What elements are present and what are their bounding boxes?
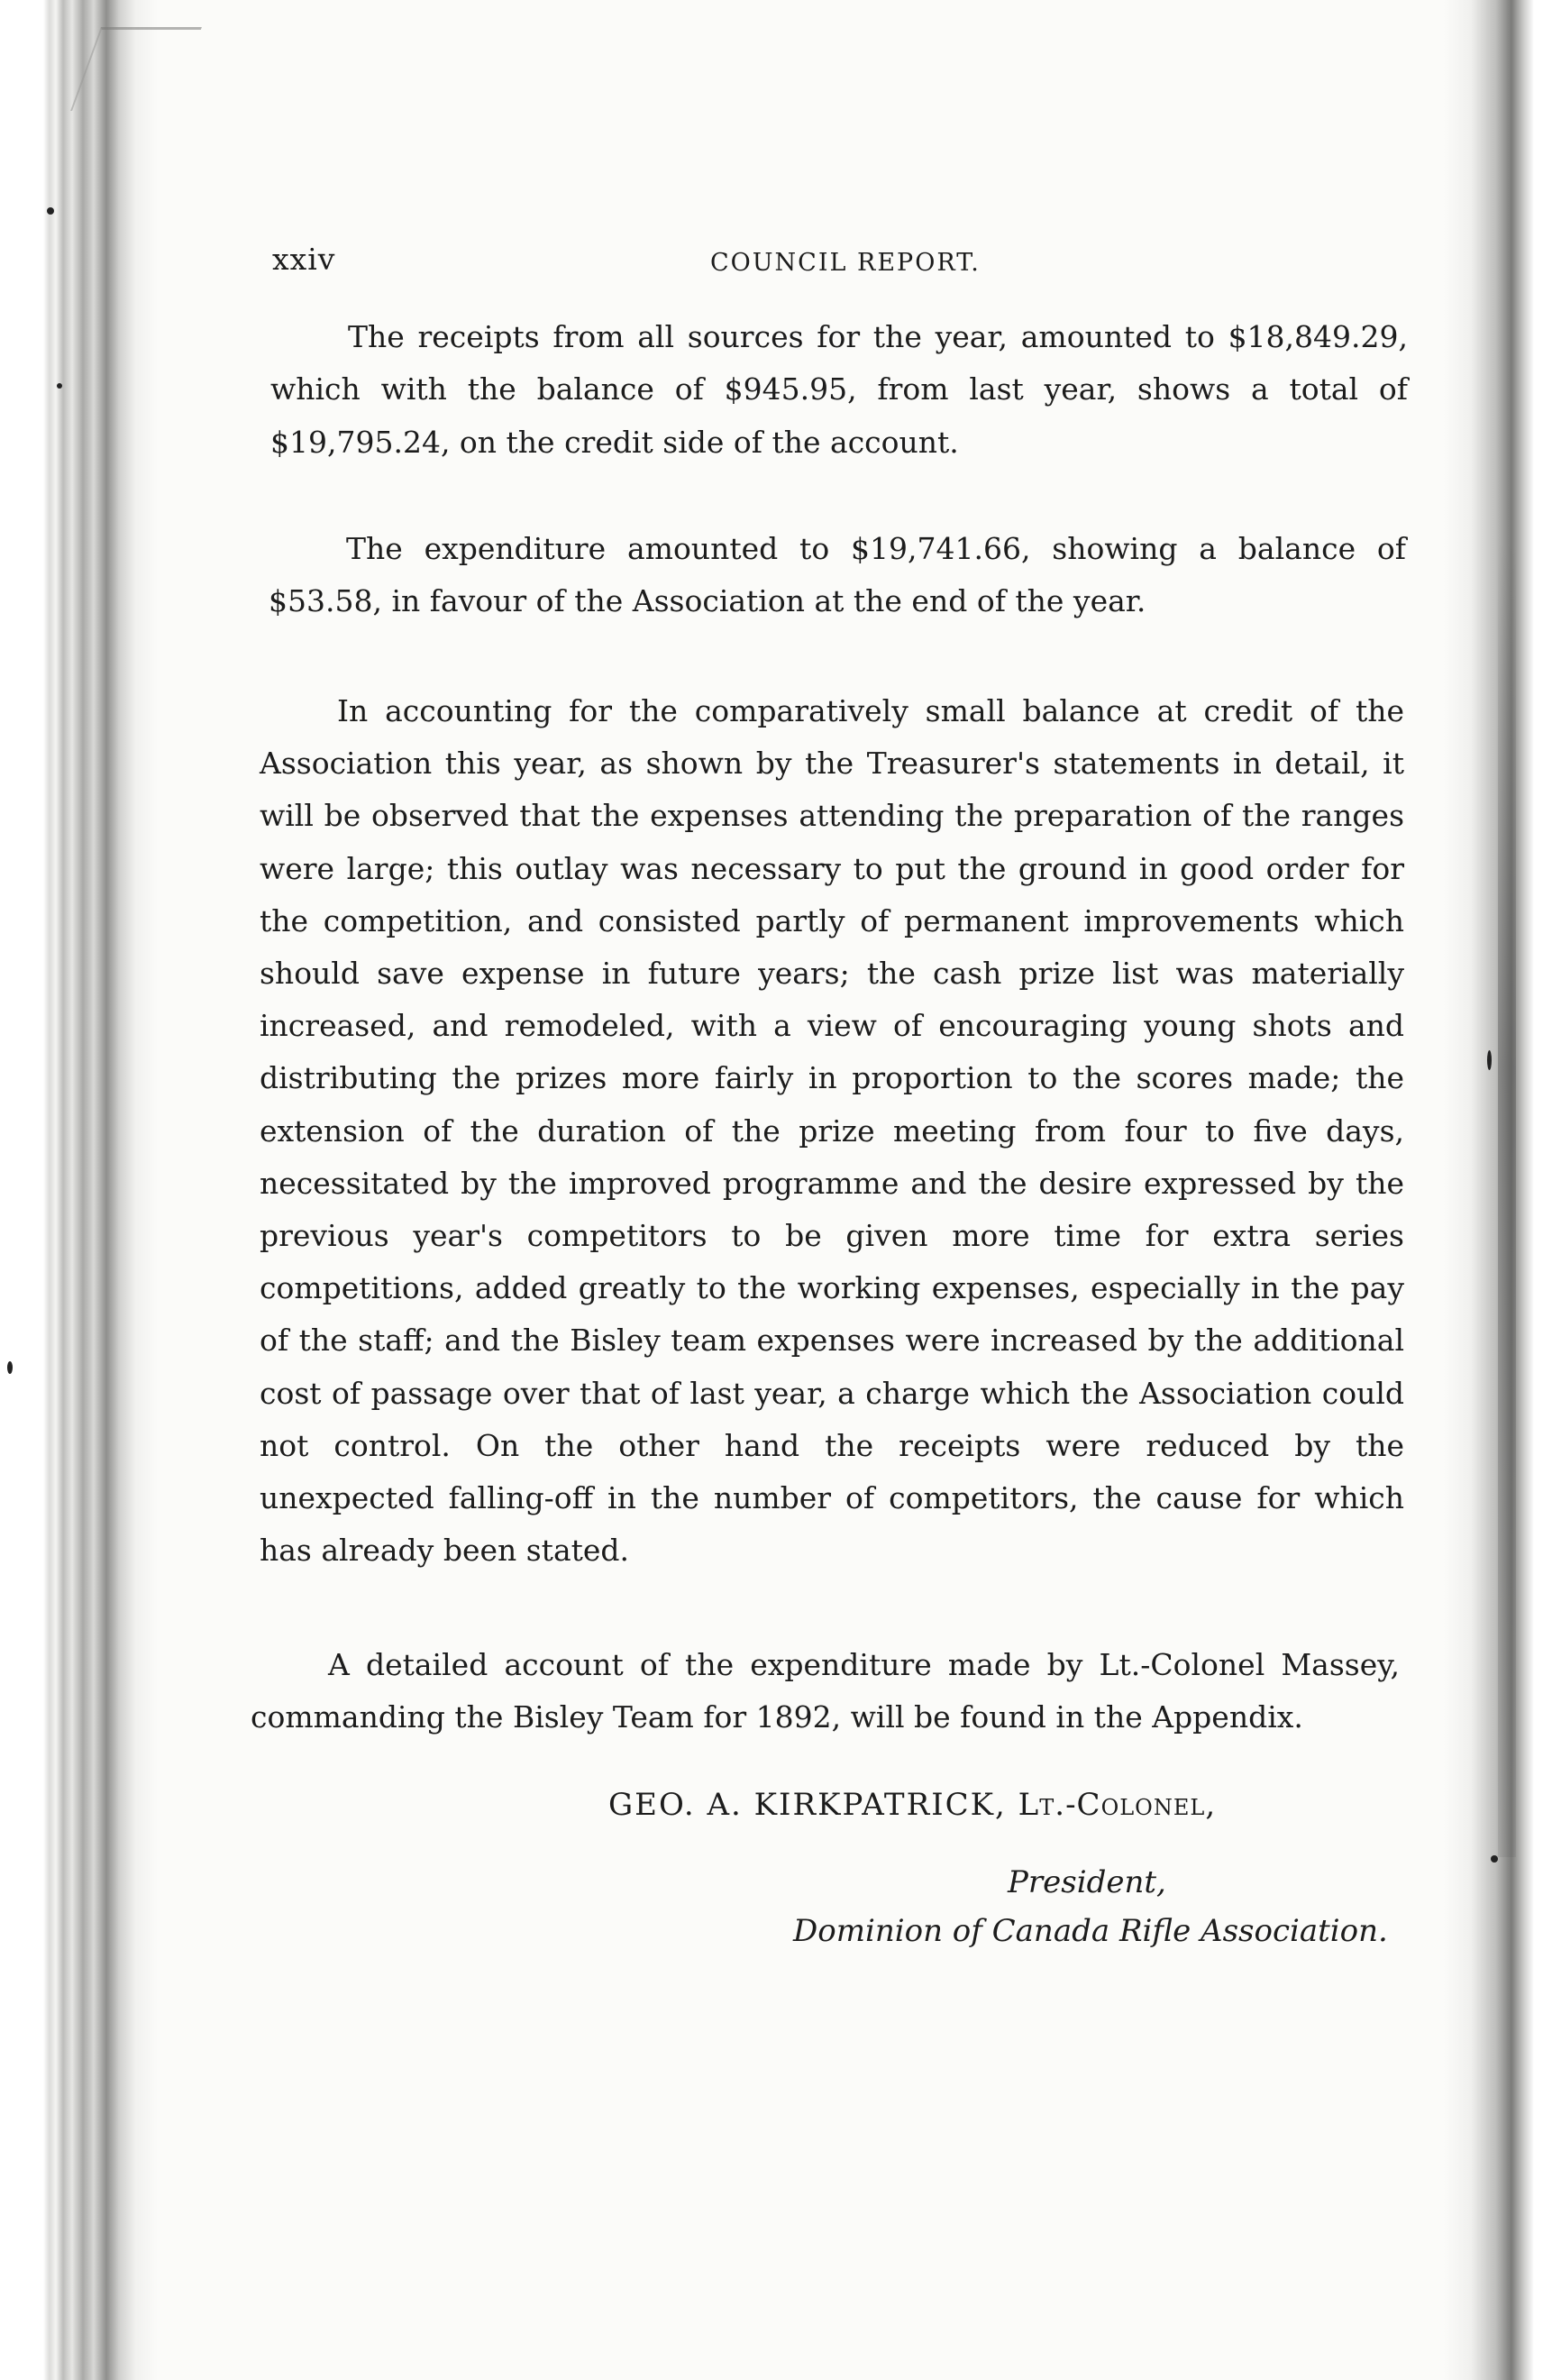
scan-speck <box>47 207 54 215</box>
scan-speck <box>7 1361 13 1374</box>
paragraph-detailed-account: A detailed account of the expenditure made by Lt.-Colonel Massey, commanding the Bisley Team for 1892, will be found in the Appendix. <box>251 1647 1400 1735</box>
signatory-organization: Dominion of Canada Rifle Association. <box>793 1913 1388 1949</box>
page-edge-stain <box>1498 541 1516 1857</box>
scan-speck <box>1491 1855 1498 1863</box>
book-binding-edge <box>0 0 158 2380</box>
paragraph-expenditure: The expenditure amounted to $19,741.66, showing a balance of $53.58, in favour of the Association at the end of the year. <box>269 531 1406 619</box>
paragraph-accounting: In accounting for the comparatively small balance at credit of the Association this year, as shown by the Treasurer's statements in detail, it will be observed that the expenses attending the preparation of the ranges were large; this outlay was necessary to put the ground in good order for the competition, and consisted partly of permanent improvements which should save expense in future years; the cash prize list was materially increased, and remodeled, with a view of encouraging young shots and distributing the prizes more fairly in proportion to the scores made; the extension of the duration of the prize meeting from four to five days, necessitated by the improved programme and the desire expressed by the previous year's competitors to be given more time for extra series competitions, added greatly to the working expenses, especially in the pay of the staff; and the Bisley team expenses were increased by the additional cost of passage over that of last year, a charge which the Association could not control. On the other hand the receipts were reduced by the unexpected falling-off in the number of competitors, the cause for which has already been stated. <box>260 693 1404 1569</box>
scan-speck <box>1487 1050 1492 1070</box>
page-header <box>272 242 1408 287</box>
signatory-name: GEO. A. KIRKPATRICK, <box>608 1787 1007 1823</box>
paragraph-receipts: The receipts from all sources for the year, amounted to $18,849.29, which with the balance of $945.95, from last year, shows a total of $19,795.24, on the credit side of the account. <box>270 319 1408 460</box>
page-number: xxiv <box>272 242 336 277</box>
running-head: COUNCIL REPORT. <box>710 249 981 277</box>
scan-speck <box>57 383 62 389</box>
signature-name-line <box>608 1787 1216 1823</box>
page-edge-shadow <box>1444 0 1543 2380</box>
signatory-title: President, <box>1008 1864 1166 1900</box>
signatory-rank: Lt.-Colonel, <box>1018 1787 1217 1823</box>
